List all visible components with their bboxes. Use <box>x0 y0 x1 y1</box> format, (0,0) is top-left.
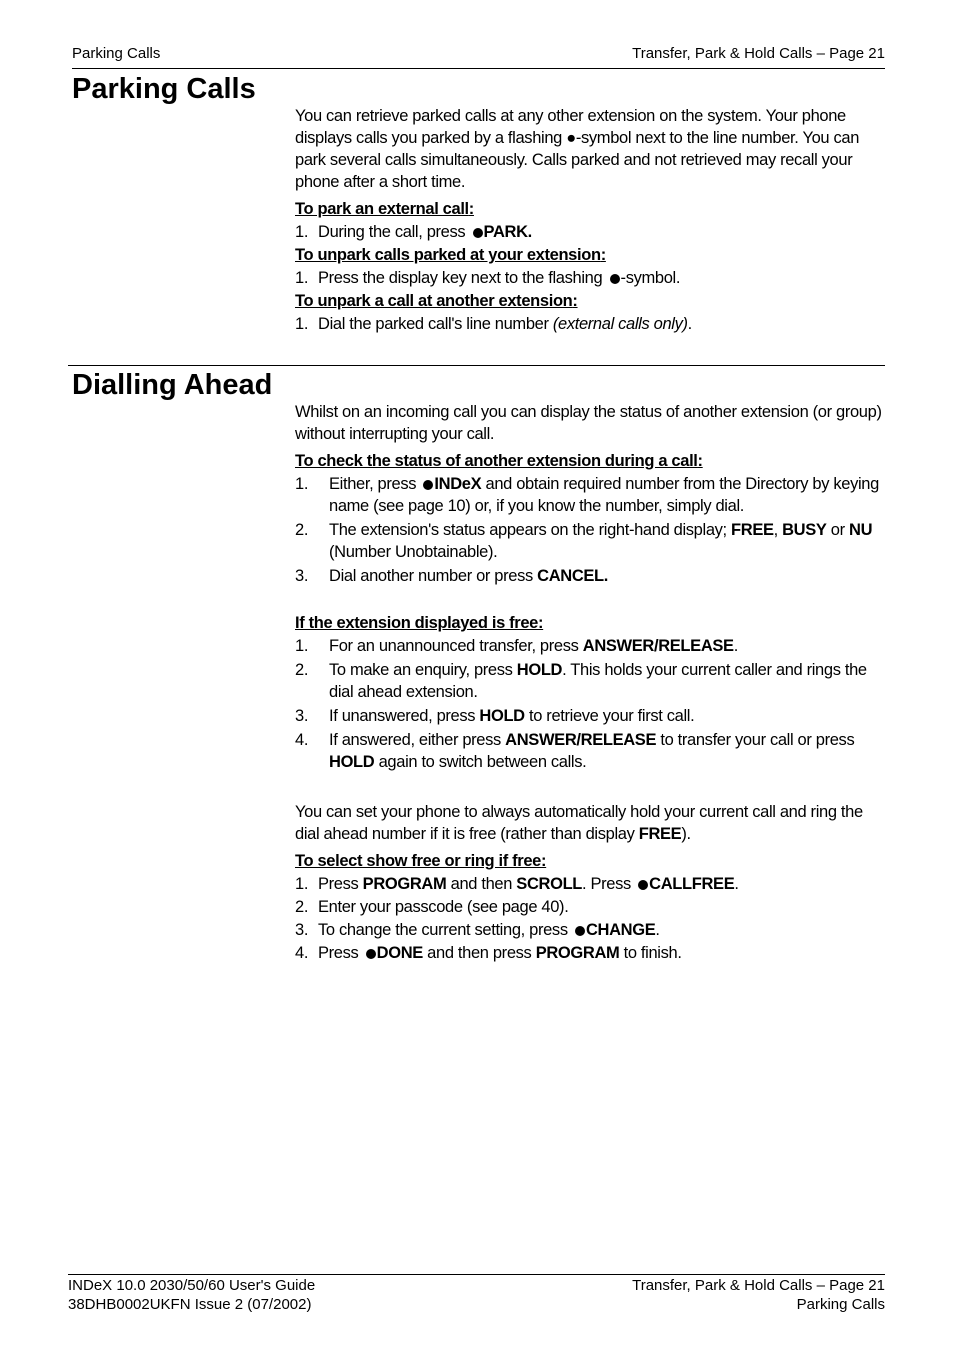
list-item: 2. To make an enquiry, press HOLD. This holds your current caller and rings the dial ahead extension. <box>295 661 867 701</box>
header-page-ref: Transfer, Park & Hold Calls – Page 21 <box>632 45 885 62</box>
black-circle-icon <box>610 274 620 284</box>
select-free-steps <box>295 873 887 964</box>
subheading-unpark-own: To unpark calls parked at your extension: <box>295 246 606 264</box>
footer-guide-title: INDeX 10.0 2030/50/60 User's Guide <box>68 1277 316 1294</box>
subheading-if-free: If the extension displayed is free: <box>295 614 544 632</box>
section-title-parking-calls: Parking Calls <box>72 73 256 105</box>
black-circle-icon <box>423 480 433 490</box>
subheading-select-free: To select show free or ring if free: <box>295 852 547 870</box>
dialling-intro: Whilst on an incoming call you can display the status of another extension (or group) without interrupting your call. <box>295 403 882 443</box>
list-item: 1. For an unannounced transfer, press ANSWER/RELEASE. <box>295 637 738 655</box>
list-item: 3. If unanswered, press HOLD to retrieve your first call. <box>295 707 695 725</box>
list-item: 1. Either, press INDeX and obtain required number from the Directory by keying name (see page 10) or, if you know the number, simply dial. <box>295 475 879 515</box>
list-item: 3. Dial another number or press CANCEL. <box>295 567 609 585</box>
subheading-unpark-other: To unpark a call at another extension: <box>295 292 578 310</box>
dialling-ahead-body <box>295 401 887 965</box>
black-circle-icon <box>366 949 376 959</box>
if-free-steps <box>295 635 887 773</box>
section-title-dialling-ahead: Dialling Ahead <box>72 369 273 401</box>
section-divider <box>68 365 885 366</box>
list-item: 2. The extension's status appears on the right-hand display; FREE, BUSY or NU (Number Unobtainable). <box>295 521 873 561</box>
black-circle-icon <box>575 926 585 936</box>
list-item: 1. Press the display key next to the flashing -symbol. <box>295 269 681 287</box>
auto-hold-paragraph: You can set your phone to always automatically hold your current call and ring the dial ahead number if it is free (rather than display FREE). <box>295 803 863 843</box>
spacer <box>295 775 887 801</box>
footer-right <box>632 1276 885 1314</box>
list-item: 1. During the call, press PARK. <box>295 223 532 241</box>
parking-calls-body <box>295 105 887 336</box>
list-item: 4. Press DONE and then press PROGRAM to finish. <box>295 944 682 962</box>
subheading-park-external: To park an external call: <box>295 200 474 218</box>
footer-left <box>68 1276 315 1314</box>
black-circle-icon <box>638 880 648 890</box>
header-section-name: Parking Calls <box>72 45 161 62</box>
spacer <box>295 589 887 612</box>
list-item: 4. If answered, either press ANSWER/RELEASE to transfer your call or press HOLD again to switch between calls. <box>295 731 855 771</box>
footer-doc-id: 38DHB0002UKFN Issue 2 (07/2002) <box>68 1296 312 1313</box>
list-item: 1. Press PROGRAM and then SCROLL. Press CALLFREE. <box>295 875 739 893</box>
page-footer <box>68 1274 885 1313</box>
footer-section-name: Parking Calls <box>796 1296 885 1313</box>
footer-page-ref: Transfer, Park & Hold Calls – Page 21 <box>632 1277 885 1294</box>
parking-intro: You can retrieve parked calls at any other extension on the system. Your phone displays calls you parked by a flashing ●-symbol next to the line number. You can park several calls simultaneously. Calls parked and not retrieved may recall your phone after a short time. <box>295 107 860 191</box>
list-item: 1. Dial the parked call's line number (external calls only). <box>295 315 692 333</box>
unpark-own-steps <box>295 267 887 289</box>
park-external-steps <box>295 221 887 243</box>
black-circle-icon <box>473 228 483 238</box>
subheading-check-status: To check the status of another extension during a call: <box>295 452 703 470</box>
unpark-other-steps <box>295 313 887 335</box>
check-status-steps <box>295 473 887 587</box>
list-item: 3. To change the current setting, press CHANGE. <box>295 921 660 939</box>
page-header <box>72 44 885 69</box>
list-item: 2. Enter your passcode (see page 40). <box>295 898 569 916</box>
